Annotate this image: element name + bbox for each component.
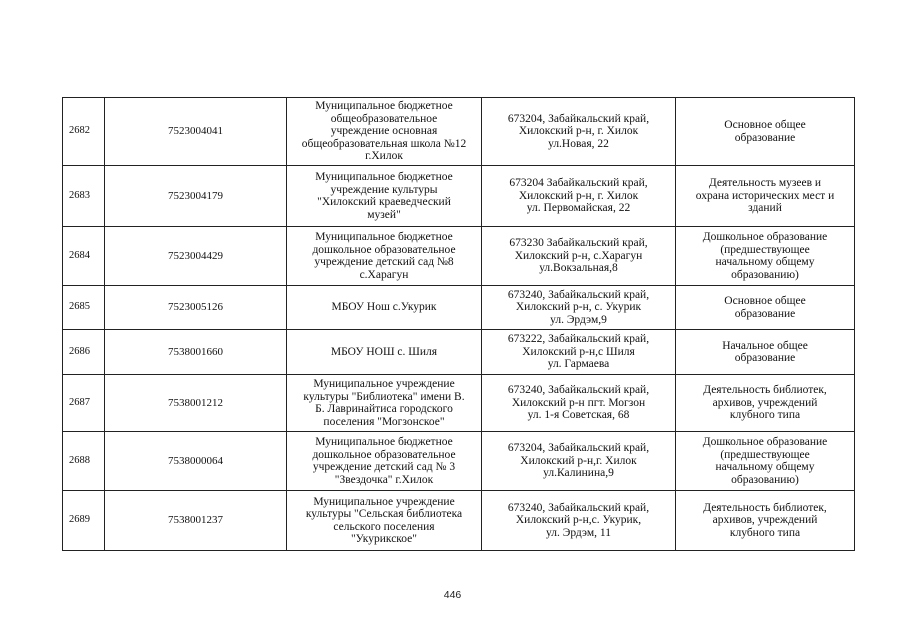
- activity: Деятельность музеев и охрана исторических мест и зданий: [695, 177, 835, 215]
- inn-cell: 7538000064: [105, 432, 287, 491]
- address-cell: [482, 375, 676, 432]
- table-row: [63, 491, 855, 551]
- registry-table: [62, 97, 855, 551]
- organization-name-cell: [287, 166, 482, 227]
- organization-name: Муниципальное бюджетное дошкольное образовательное учреждение детский сад №8 с.Харагун: [312, 231, 456, 281]
- row-number: 2686: [63, 330, 105, 375]
- activity-cell: [676, 375, 855, 432]
- activity-cell: [676, 432, 855, 491]
- inn-cell: 7538001237: [105, 491, 287, 551]
- activity: Дошкольное образование (предшествующее начальному общему образованию): [702, 436, 828, 486]
- activity-cell: [676, 98, 855, 166]
- row-number: 2683: [63, 166, 105, 227]
- organization-name-cell: [287, 98, 482, 166]
- inn-cell: 7523004429: [105, 227, 287, 286]
- address-cell: [482, 166, 676, 227]
- inn-cell: 7523004179: [105, 166, 287, 227]
- organization-name-cell: [287, 286, 482, 330]
- organization-name-cell: [287, 330, 482, 375]
- row-number: 2689: [63, 491, 105, 551]
- organization-name: Муниципальное бюджетное учреждение культуры "Хилокский краеведческий музей": [315, 171, 453, 221]
- activity-cell: [676, 286, 855, 330]
- inn-cell: 7538001660: [105, 330, 287, 375]
- address: 673204 Забайкальский край, Хилокский р-н, г. Хилок ул. Первомайская, 22: [509, 177, 648, 215]
- address: 673240, Забайкальский край, Хилокский р-н, с. Укурик ул. Эрдэм,9: [507, 288, 650, 326]
- table-row: [63, 330, 855, 375]
- organization-name: Муниципальное учреждение культуры "Библиотека" имени В. Б. Лавринайтиса городского поселения "Могзонское": [303, 378, 465, 428]
- table-row: [63, 227, 855, 286]
- address: 673204, Забайкальский край, Хилокский р-н, г. Хилок ул.Новая, 22: [507, 112, 650, 150]
- inn-cell: 7538001212: [105, 375, 287, 432]
- activity-cell: [676, 166, 855, 227]
- activity-cell: [676, 491, 855, 551]
- organization-name: МБОУ НОШ с. Шиля: [330, 345, 438, 358]
- organization-name-cell: [287, 375, 482, 432]
- address-cell: [482, 286, 676, 330]
- address: 673230 Забайкальский край, Хилокский р-н, с.Харагун ул.Вокзальная,8: [509, 237, 648, 275]
- activity: Основное общее образование: [724, 119, 806, 144]
- row-number: 2685: [63, 286, 105, 330]
- row-number: 2688: [63, 432, 105, 491]
- table-row: [63, 98, 855, 166]
- table-row: [63, 166, 855, 227]
- table-row: [63, 286, 855, 330]
- activity-cell: [676, 227, 855, 286]
- organization-name-cell: [287, 227, 482, 286]
- address-cell: [482, 227, 676, 286]
- organization-name-cell: [287, 491, 482, 551]
- organization-name: Муниципальное бюджетное дошкольное образовательное учреждение детский сад № 3 "Звездочка" г.Хилок: [312, 436, 456, 486]
- address: 673222, Забайкальский край, Хилокский р-н,с Шиля ул. Гармаева: [507, 333, 650, 371]
- page-number: 446: [443, 589, 462, 601]
- organization-name-cell: [287, 432, 482, 491]
- organization-name: МБОУ Нош с.Укурик: [331, 301, 437, 314]
- activity: Деятельность библиотек, архивов, учреждений клубного типа: [703, 384, 827, 422]
- organization-name: Муниципальное бюджетное общеобразовательное учреждение основная общеобразовательная школа №12 г.Хилок: [301, 100, 467, 163]
- activity: Начальное общее образование: [722, 339, 808, 364]
- address-cell: [482, 330, 676, 375]
- address-cell: [482, 98, 676, 166]
- address-cell: [482, 432, 676, 491]
- activity: Дошкольное образование (предшествующее начальному общему образованию): [702, 231, 828, 281]
- row-number: 2687: [63, 375, 105, 432]
- activity-cell: [676, 330, 855, 375]
- row-number: 2682: [63, 98, 105, 166]
- address: 673240, Забайкальский край, Хилокский р-н пгт. Могзон ул. 1-я Советская, 68: [507, 384, 650, 422]
- activity: Основное общее образование: [724, 295, 806, 320]
- organization-name: Муниципальное учреждение культуры "Сельская библиотека сельского поселения "Укурикское": [305, 495, 463, 545]
- row-number: 2684: [63, 227, 105, 286]
- table-row: [63, 432, 855, 491]
- address-cell: [482, 491, 676, 551]
- table-row: [63, 375, 855, 432]
- inn-cell: 7523005126: [105, 286, 287, 330]
- address: 673240, Забайкальский край, Хилокский р-н,с. Укурик, ул. Эрдэм, 11: [507, 501, 650, 539]
- inn-cell: 7523004041: [105, 98, 287, 166]
- address: 673204, Забайкальский край, Хилокский р-н,г. Хилок ул.Калинина,9: [507, 442, 650, 480]
- activity: Деятельность библиотек, архивов, учреждений клубного типа: [703, 501, 827, 539]
